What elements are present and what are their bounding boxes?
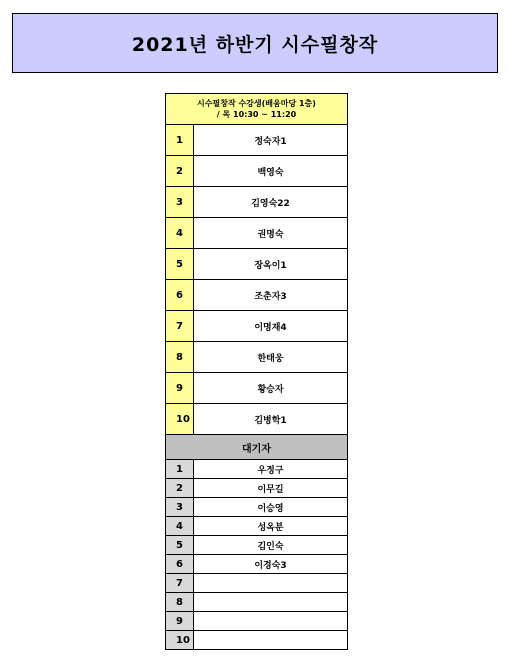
waitlist-number: 2 [166,479,194,498]
student-number: 4 [166,218,194,249]
waitlist-row [166,498,348,517]
waitlist-row [166,631,348,650]
waitlist-name: 이경숙3 [194,555,348,574]
waitlist-name: 우정구 [194,460,348,479]
student-row [166,311,348,342]
waitlist-row [166,479,348,498]
waitlist-number: 6 [166,555,194,574]
waitlist-row [166,460,348,479]
waitlist-number: 4 [166,517,194,536]
student-number: 2 [166,156,194,187]
student-row [166,218,348,249]
student-number: 10 [166,404,194,435]
student-number: 9 [166,373,194,404]
student-name: 백영숙 [194,156,348,187]
waitlist-row [166,593,348,612]
waitlist-name [194,631,348,650]
student-name: 김영숙22 [194,187,348,218]
waitlist-row [166,536,348,555]
waitlist-header-row [166,435,348,460]
waitlist-row [166,612,348,631]
page-title: 2021년 하반기 시수필창작 [12,13,498,73]
student-name: 장옥이1 [194,249,348,280]
student-row [166,187,348,218]
student-name: 조춘자3 [194,280,348,311]
header-line-2: / 목 10:30 ~ 11:20 [216,110,297,119]
waitlist-name: 김인숙 [194,536,348,555]
student-row [166,280,348,311]
student-number: 3 [166,187,194,218]
waitlist-row [166,555,348,574]
student-name: 김병학1 [194,404,348,435]
student-row [166,125,348,156]
student-number: 7 [166,311,194,342]
table-header [166,94,348,125]
student-name: 권명숙 [194,218,348,249]
waitlist-row [166,517,348,536]
waitlist-number: 3 [166,498,194,517]
student-number: 1 [166,125,194,156]
student-number: 6 [166,280,194,311]
waitlist-name [194,593,348,612]
table-header-row [166,94,348,125]
student-table [165,93,348,650]
student-row [166,373,348,404]
student-name: 이명재4 [194,311,348,342]
student-number: 8 [166,342,194,373]
waitlist-number: 10 [166,631,194,650]
student-row [166,342,348,373]
student-name: 정숙자1 [194,125,348,156]
student-name: 한태웅 [194,342,348,373]
header-line-1: 시수필창작 수강생(배움마당 1층) [197,99,316,108]
waitlist-header: 대기자 [166,435,348,460]
waitlist-row [166,574,348,593]
student-name: 황승자 [194,373,348,404]
waitlist-number: 1 [166,460,194,479]
student-row [166,404,348,435]
student-row [166,156,348,187]
waitlist-name: 이무길 [194,479,348,498]
student-row [166,249,348,280]
waitlist-name [194,612,348,631]
waitlist-name [194,574,348,593]
waitlist-number: 9 [166,612,194,631]
waitlist-name: 성옥분 [194,517,348,536]
waitlist-number: 7 [166,574,194,593]
student-number: 5 [166,249,194,280]
waitlist-number: 8 [166,593,194,612]
waitlist-name: 이승영 [194,498,348,517]
waitlist-number: 5 [166,536,194,555]
